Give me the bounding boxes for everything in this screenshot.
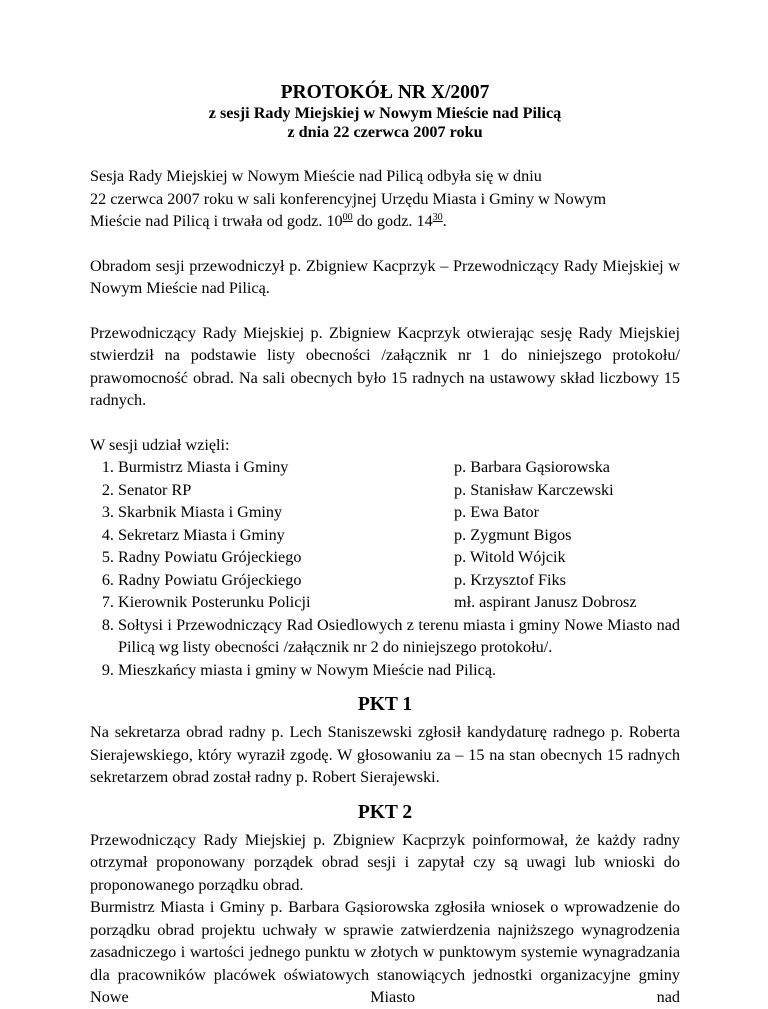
intro-paragraph — [90, 165, 680, 233]
intro-line-3-text-a: Mieście nad Pilicą i trwała od godz. 10 — [90, 212, 343, 230]
participant-role: 1. Burmistrz Miasta i Gminy — [118, 458, 289, 476]
pkt2-heading: PKT 2 — [357, 801, 413, 823]
participant-item — [118, 524, 680, 547]
start-time-minutes: 00 — [342, 212, 353, 223]
participants-list — [90, 456, 680, 681]
participant-role: 2. Senator RP — [118, 480, 192, 499]
document-subtitle-session: z sesji Rady Miejskiej w Nowym Mieście nad Pilicą — [208, 104, 562, 122]
chair-paragraph: Obradom sesji przewodniczył p. Zbigniew Kacprzyk – Przewodniczący Rady Miejskiej w Nowym Mieście nad Pilicą. — [90, 256, 680, 297]
participant-item — [118, 479, 680, 502]
participants-lead: W sesji udział wzięli: — [90, 435, 230, 454]
participant-item-mieszkancy: 9. Mieszkańcy miasta i gminy w Nowym Mieście nad Pilicą. — [118, 659, 680, 682]
participant-name: p. Stanisław Karczewski — [454, 480, 614, 499]
participant-role: 6. Radny Powiatu Grójeckiego — [118, 570, 302, 589]
participant-role: 3. Skarbnik Miasta i Gminy — [118, 503, 283, 521]
pkt1-paragraph: Na sekretarza obrad radny p. Lech Staniszewski zgłosił kandydaturę radnego p. Roberta Sierajewskiego, który wyraził zgodę. W głosowaniu za – 15 na stan obecnych 15 radnych sekretarzem obrad został radny p. Robert Sierajewski. — [90, 723, 680, 786]
pkt2-paragraph-2: Burmistrz Miasta i Gminy p. Barbara Gąsiorowska zgłosiła wniosek o wprowadzenie do porządku obrad projektu uchwały w sprawie zatwierdzenia najniższego wynagrodzenia zasadniczego i wartości jednego punktu w złotych w punktowym systemie wynagradzania dla pracowników placówek oświatowych stanowiących jednostki organizacyjne gminy Nowe Miasto nad — [90, 898, 680, 1006]
pkt2-paragraph-1: Przewodniczący Rady Miejskiej p. Zbigniew Kacprzyk poinformował, że każdy radny otrzymał proponowany porządek obrad sesji i zapytał czy są uwagi lub wnioski do proponowanego porządku obrad. — [90, 830, 680, 894]
participant-name: p. Zygmunt Bigos — [454, 525, 572, 544]
participant-item — [118, 501, 680, 524]
participant-role: 7. Kierownik Posterunku Policji — [118, 593, 311, 611]
participant-item — [118, 456, 680, 479]
document-subtitle-date: z dnia 22 czerwca 2007 roku — [287, 123, 483, 141]
participant-item-soltysi: 8. Sołtysi i Przewodniczący Rad Osiedlowych z terenu miasta i gminy Nowe Miasto nad Pilicą wg listy obecności /załącznik nr 2 do niniejszego protokołu/. — [118, 614, 680, 659]
end-time-minutes: 30 — [432, 212, 443, 223]
participant-role: 4. Sekretarz Miasta i Gminy — [118, 525, 285, 544]
intro-line-3-text-b: do godz. 14 — [352, 212, 433, 230]
intro-line-2: 22 czerwca 2007 roku w sali konferencyjnej Urzędu Miasta i Gminy w Nowym — [90, 189, 607, 208]
participant-name: p. Witold Wójcik — [454, 548, 566, 566]
participant-role: 5. Radny Powiatu Grójeckiego — [118, 548, 302, 566]
intro-line-3-text-c: . — [442, 212, 447, 230]
opening-paragraph: Przewodniczący Rady Miejskiej p. Zbigniew Kacprzyk otwierając sesję Rady Miejskiej stwierdził na podstawie listy obecności /załącznik nr 1 do niniejszego protokołu/ prawomocność obrad. Na sali obecnych było 15 radnych na ustawowy skład liczbowy 15 radnych. — [90, 323, 680, 409]
participant-name: p. Ewa Bator — [454, 503, 539, 521]
participant-item — [118, 546, 680, 569]
participant-name: mł. aspirant Janusz Dobrosz — [454, 593, 637, 611]
participant-name: p. Krzysztof Fiks — [454, 570, 566, 589]
pkt1-heading: PKT 1 — [357, 694, 413, 715]
participant-name: p. Barbara Gąsiorowska — [454, 458, 610, 476]
document-title: PROTOKÓŁ NR X/2007 — [280, 82, 490, 103]
intro-line-3 — [90, 210, 680, 233]
participant-item — [118, 569, 680, 592]
participant-item — [118, 591, 680, 614]
intro-line-1: Sesja Rady Miejskiej w Nowym Mieście nad Pilicą odbyła się w dniu — [90, 167, 542, 185]
